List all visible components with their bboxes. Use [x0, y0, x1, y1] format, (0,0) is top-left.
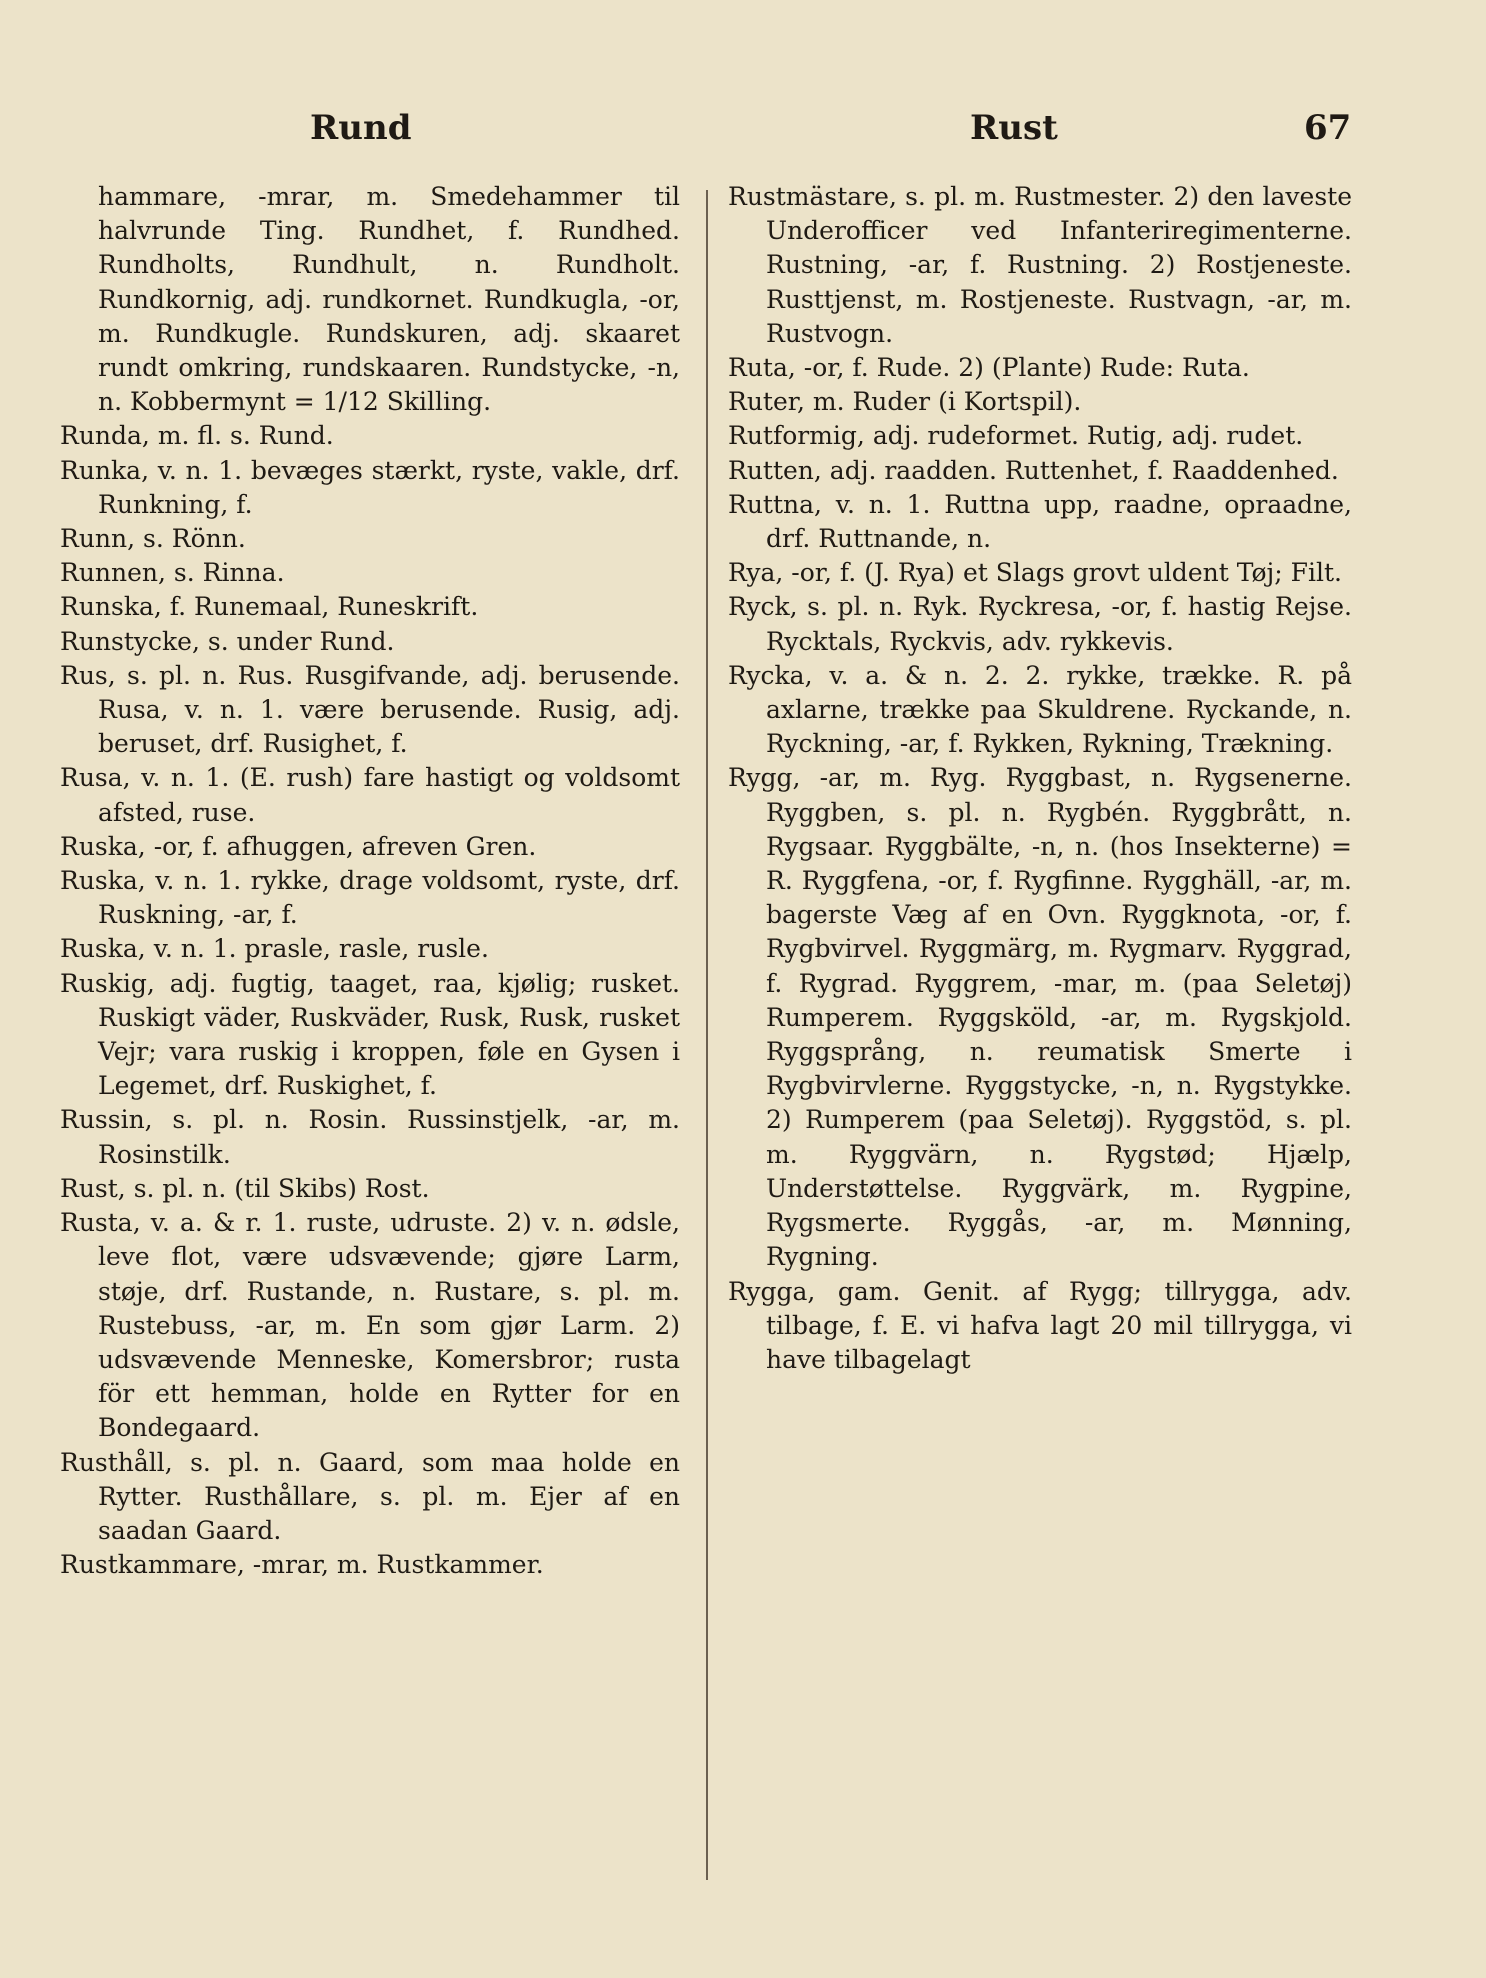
right-column [728, 180, 1352, 1377]
dictionary-entry: Rusa, v. n. 1. (E. rush) fare hastigt og voldsomt afsted, ruse. [60, 763, 680, 827]
dictionary-entry: Ruskig, adj. fugtig, taaget, raa, kjølig; rusket. Ruskigt väder, Ruskväder, Rusk, Rusk, rusket Vejr; vara ruskig i kroppen, føle en Gysen i Legemet, drf. Ruskighet, f. [60, 968, 680, 1101]
dictionary-entry: Ruta, -or, f. Rude. 2) (Plante) Rude: Ruta. [728, 353, 1250, 383]
dictionary-entry: Rutformig, adj. rudeformet. Rutig, adj. rudet. [728, 421, 1304, 451]
page-number: 67 [1304, 108, 1352, 148]
header-left-guideword: Rund [310, 108, 412, 148]
dictionary-entry: Rygg, -ar, m. Ryg. Ryggbast, n. Rygsenerne. Ryggben, s. pl. n. Rygbén. Ryggbrått, n. Rygsaar. Ryggbälte, -n, n. (hos Insekterne) = R. Ryggfena, -or, f. Rygfinne. Rygghäll, -ar, m. bagerste Væg af en Ovn. Ryggknota, -or, f. Rygbvirvel. Ryggmärg, m. Rygmarv. Ryggrad, f. Rygrad. Ryggrem, -mar, m. (paa Seletøj) Rumperem. Ryggsköld, -ar, m. Rygskjold. Ryggsprång, n. reumatisk Smerte i Rygbvirvlerne. Ryggstycke, -n, n. Rygstykke. 2) Rumperem (paa Seletøj). Ryggstöd, s. pl. m. Ryggvärn, n. Rygstød; Hjælp, Understøttelse. Ryggvärk, m. Rygpine, Rygsmerte. Ryggås, -ar, m. Mønning, Rygning. [728, 763, 1352, 1272]
dictionary-entry: Ruska, v. n. 1. prasle, rasle, rusle. [60, 934, 489, 964]
dictionary-entry: Ruska, v. n. 1. rykke, drage voldsomt, ryste, drf. Ruskning, -ar, f. [60, 866, 680, 930]
dictionary-entry: Runka, v. n. 1. bevæges stærkt, ryste, vakle, drf. Runkning, f. [60, 455, 680, 519]
dictionary-entry: Rustmästare, s. pl. m. Rustmester. 2) den laveste Underofficer ved Infanteriregimenterne. Rustning, -ar, f. Rustning. 2) Rostjeneste. Rusttjenst, m. Rostjeneste. Rustvagn, -ar, m. Rustvogn. [728, 182, 1352, 348]
dictionary-entry: Ruttna, v. n. 1. Ruttna upp, raadne, opraadne, drf. Ruttnande, n. [728, 489, 1352, 554]
dictionary-entry: Runska, f. Runemaal, Runeskrift. [60, 592, 479, 622]
dictionary-entry: Rusta, v. a. & r. 1. ruste, udruste. 2) v. n. ødsle, leve flot, være udsvævende; gjøre Larm, støje, drf. Rustande, n. Rustare, s. pl. m. Rustebuss, -ar, m. En som gjør Larm. 2) udsvævende Menneske, Komersbror; rusta för ett hemman, holde en Rytter for en Bondegaard. [60, 1208, 680, 1443]
dictionary-entry: Rycka, v. a. & n. 2. 2. rykke, trække. R. på axlarne, trække paa Skuldrene. Ryckande, n. Ryckning, -ar, f. Rykken, Rykning, Trækning. [728, 660, 1352, 759]
dictionary-entry: Runda, m. fl. s. Rund. [60, 421, 334, 451]
dictionary-entry: Ruter, m. Ruder (i Kortspil). [728, 387, 1082, 417]
dictionary-entry: Rust, s. pl. n. (til Skibs) Rost. [60, 1173, 430, 1203]
left-column [60, 180, 680, 1582]
dictionary-entry: Rusthåll, s. pl. n. Gaard, som maa holde en Rytter. Rusthållare, s. pl. m. Ejer af en saadan Gaard. [60, 1447, 680, 1545]
dictionary-entry: Rustkammare, -mrar, m. Rustkammer. [60, 1550, 544, 1580]
dictionary-entry: Ruska, -or, f. afhuggen, afreven Gren. [60, 831, 537, 861]
dictionary-entry: hammare, -mrar, m. Smedehammer til halvrunde Ting. Rundhet, f. Rundhed. Rundholts, Rundhult, n. Rundholt. Rundkornig, adj. rundkornet. Rundkugla, -or, m. Rundkugle. Rundskuren, adj. skaaret rundt omkring, rundskaaren. Rundstycke, -n, n. Kobbermynt = 1/12 Skilling. [98, 182, 680, 417]
dictionary-entry: Russin, s. pl. n. Rosin. Russinstjelk, -ar, m. Rosinstilk. [60, 1105, 680, 1169]
dictionary-entry: Ryck, s. pl. n. Ryk. Ryckresa, -or, f. hastig Rejse. Rycktals, Ryckvis, adv. rykkevis. [728, 592, 1352, 656]
column-divider [706, 190, 708, 1880]
dictionary-entry: Rutten, adj. raadden. Ruttenhet, f. Raaddenhed. [728, 455, 1339, 485]
dictionary-entry: Runstycke, s. under Rund. [60, 626, 395, 656]
dictionary-entry: Rygga, gam. Genit. af Rygg; tillrygga, adv. tilbage, f. E. vi hafva lagt 20 mil tillrygga, vi have tilbagelagt [728, 1276, 1352, 1374]
dictionary-entry: Rus, s. pl. n. Rus. Rusgifvande, adj. berusende. Rusa, v. n. 1. være berusende. Rusig, adj. beruset, drf. Rusighet, f. [60, 660, 680, 759]
dictionary-entry: Runnen, s. Rinna. [60, 558, 285, 588]
header-right-guideword: Rust [970, 108, 1058, 148]
dictionary-entry: Runn, s. Rönn. [60, 524, 246, 554]
dictionary-entry: Rya, -or, f. (J. Rya) et Slags grovt uldent Tøj; Filt. [728, 558, 1342, 588]
